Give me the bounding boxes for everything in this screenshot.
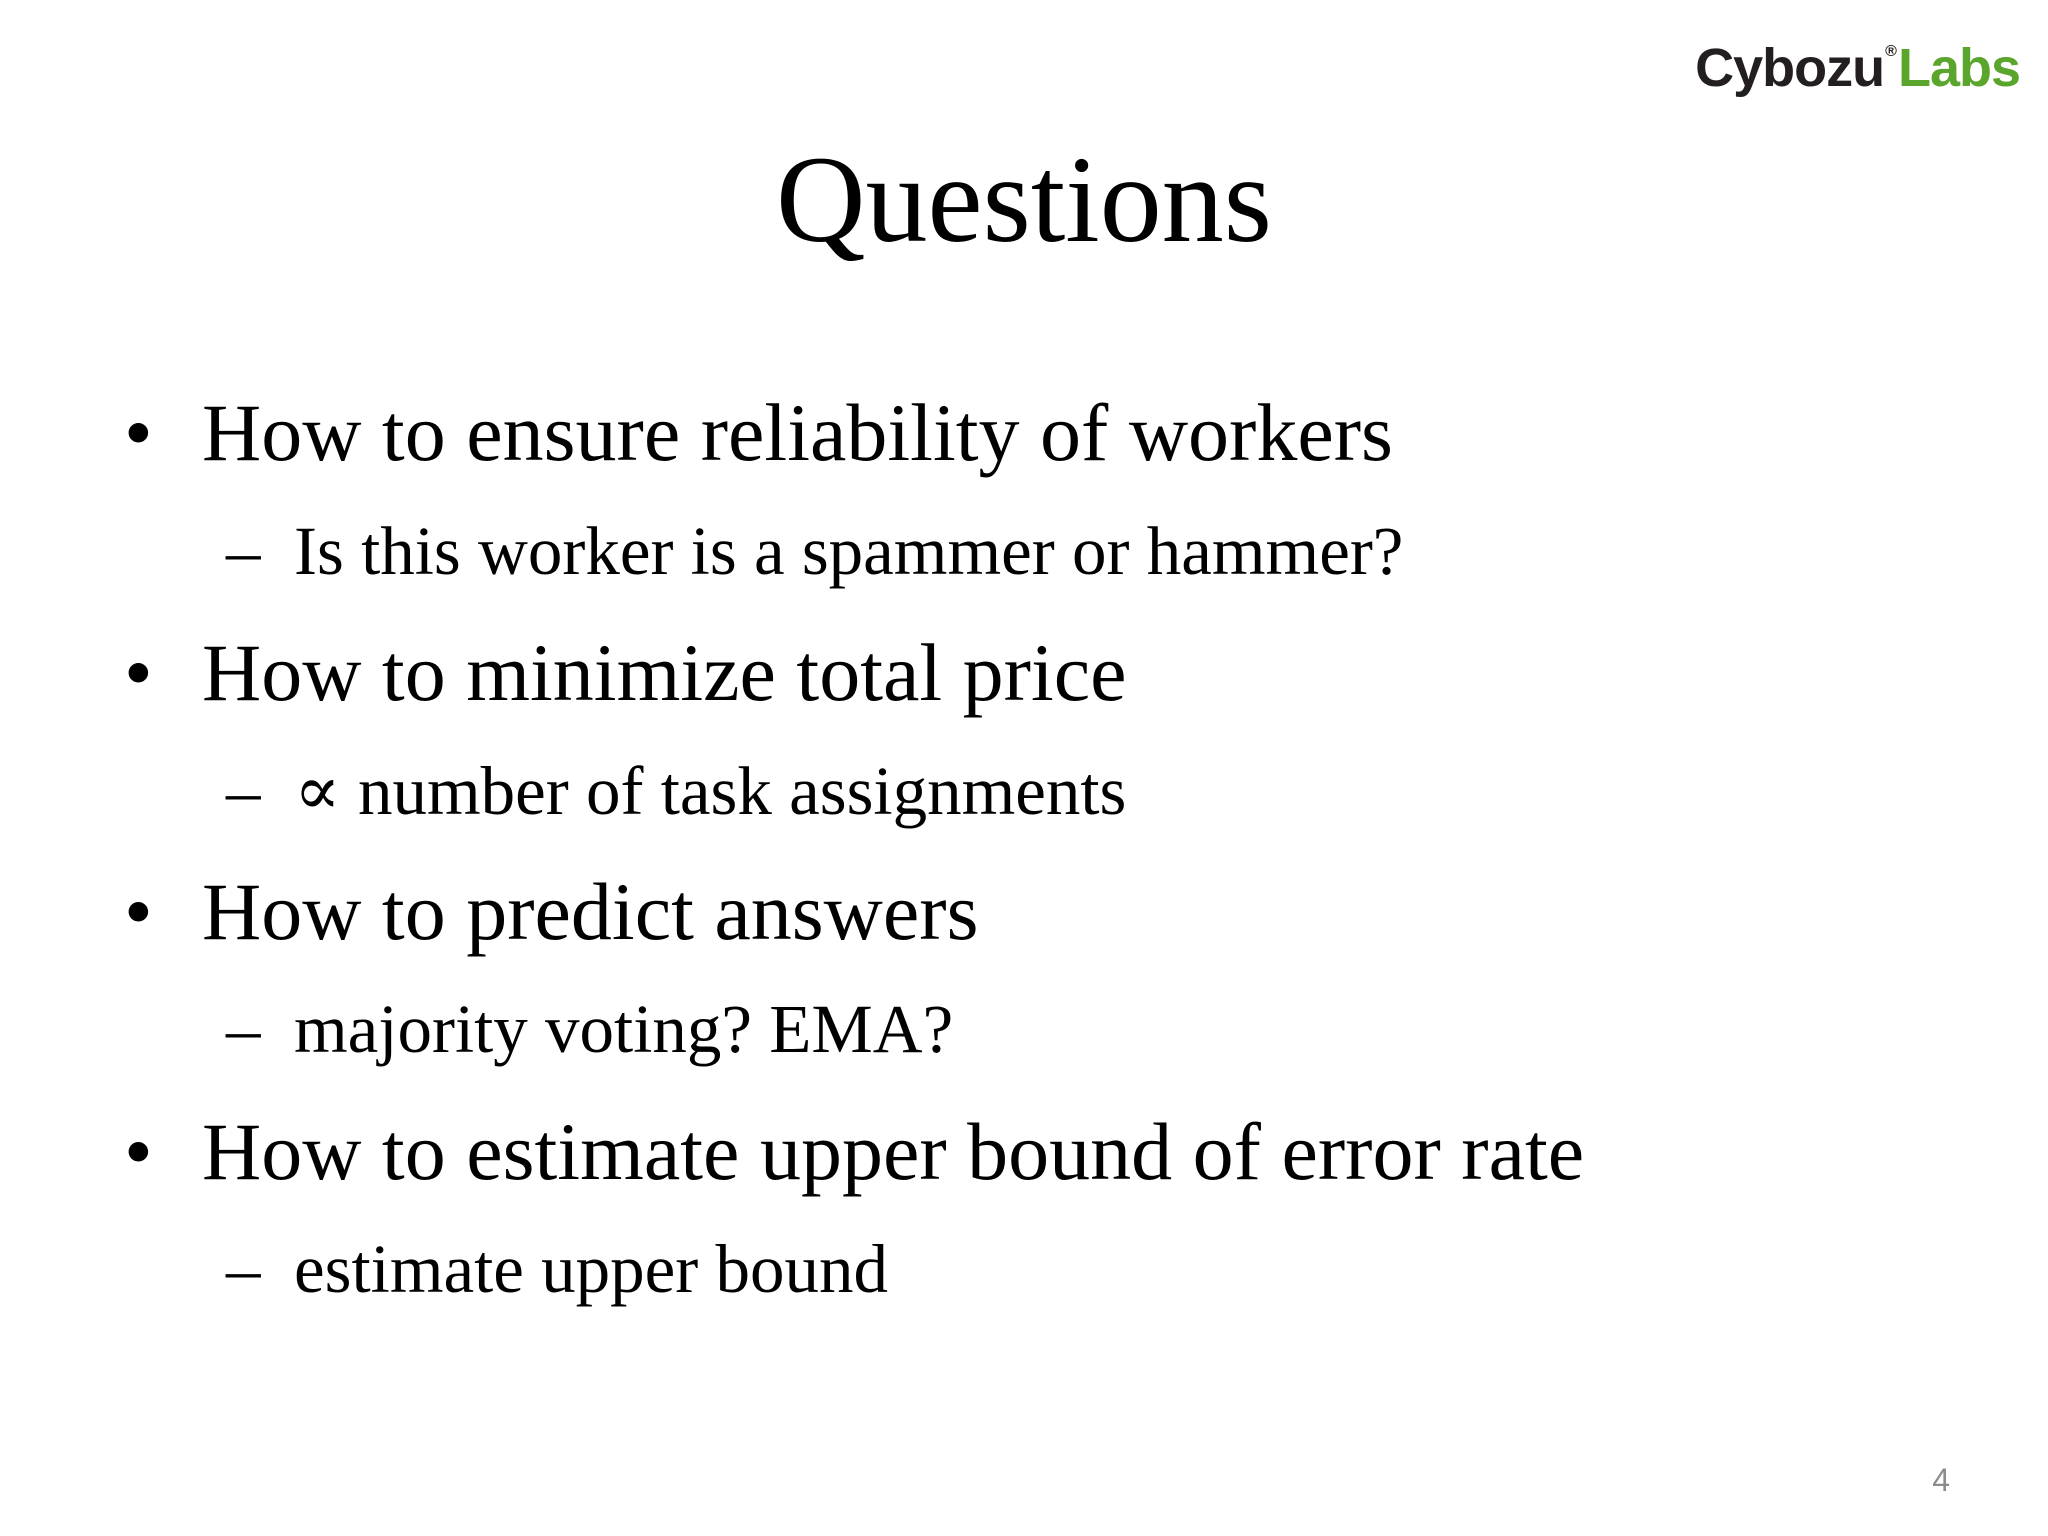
bullet-item	[124, 625, 1127, 721]
dash-mark: –	[226, 1231, 261, 1307]
dash-mark: –	[226, 991, 261, 1067]
logo-text-cybozu: Cybozu	[1695, 38, 1885, 98]
sub-bullet-text: majority voting? EMA?	[294, 991, 954, 1067]
sub-bullet-item	[226, 750, 1126, 832]
sub-bullet-text: estimate upper bound	[294, 1231, 889, 1307]
page-number: 4	[1932, 1462, 1950, 1498]
bullet-mark: •	[124, 866, 153, 957]
bullet-mark: •	[124, 627, 153, 718]
dash-mark: –	[226, 513, 261, 589]
sub-bullet-item	[226, 1228, 888, 1310]
bullet-text: How to estimate upper bound of error rate	[202, 1106, 1585, 1197]
sub-bullet-item	[226, 988, 953, 1070]
sub-bullet-text: Is this worker is a spammer or hammer?	[294, 513, 1404, 589]
bullet-item	[124, 385, 1393, 481]
logo-text-labs: Labs	[1897, 38, 2020, 98]
bullet-text: How to predict answers	[202, 866, 979, 957]
bullet-text: How to ensure reliability of workers	[202, 387, 1393, 478]
bullet-mark: •	[124, 387, 153, 478]
bullet-item	[124, 1104, 1584, 1200]
logo-registered-mark: ®	[1885, 43, 1896, 60]
bullet-text: How to minimize total price	[202, 627, 1127, 718]
bullet-item	[124, 864, 979, 960]
bullet-mark: •	[124, 1106, 153, 1197]
slide-title: Questions	[776, 131, 1272, 268]
sub-bullet-text: ∝ number of task assignments	[294, 753, 1127, 829]
sub-bullet-item	[226, 510, 1403, 592]
dash-mark: –	[226, 753, 261, 829]
